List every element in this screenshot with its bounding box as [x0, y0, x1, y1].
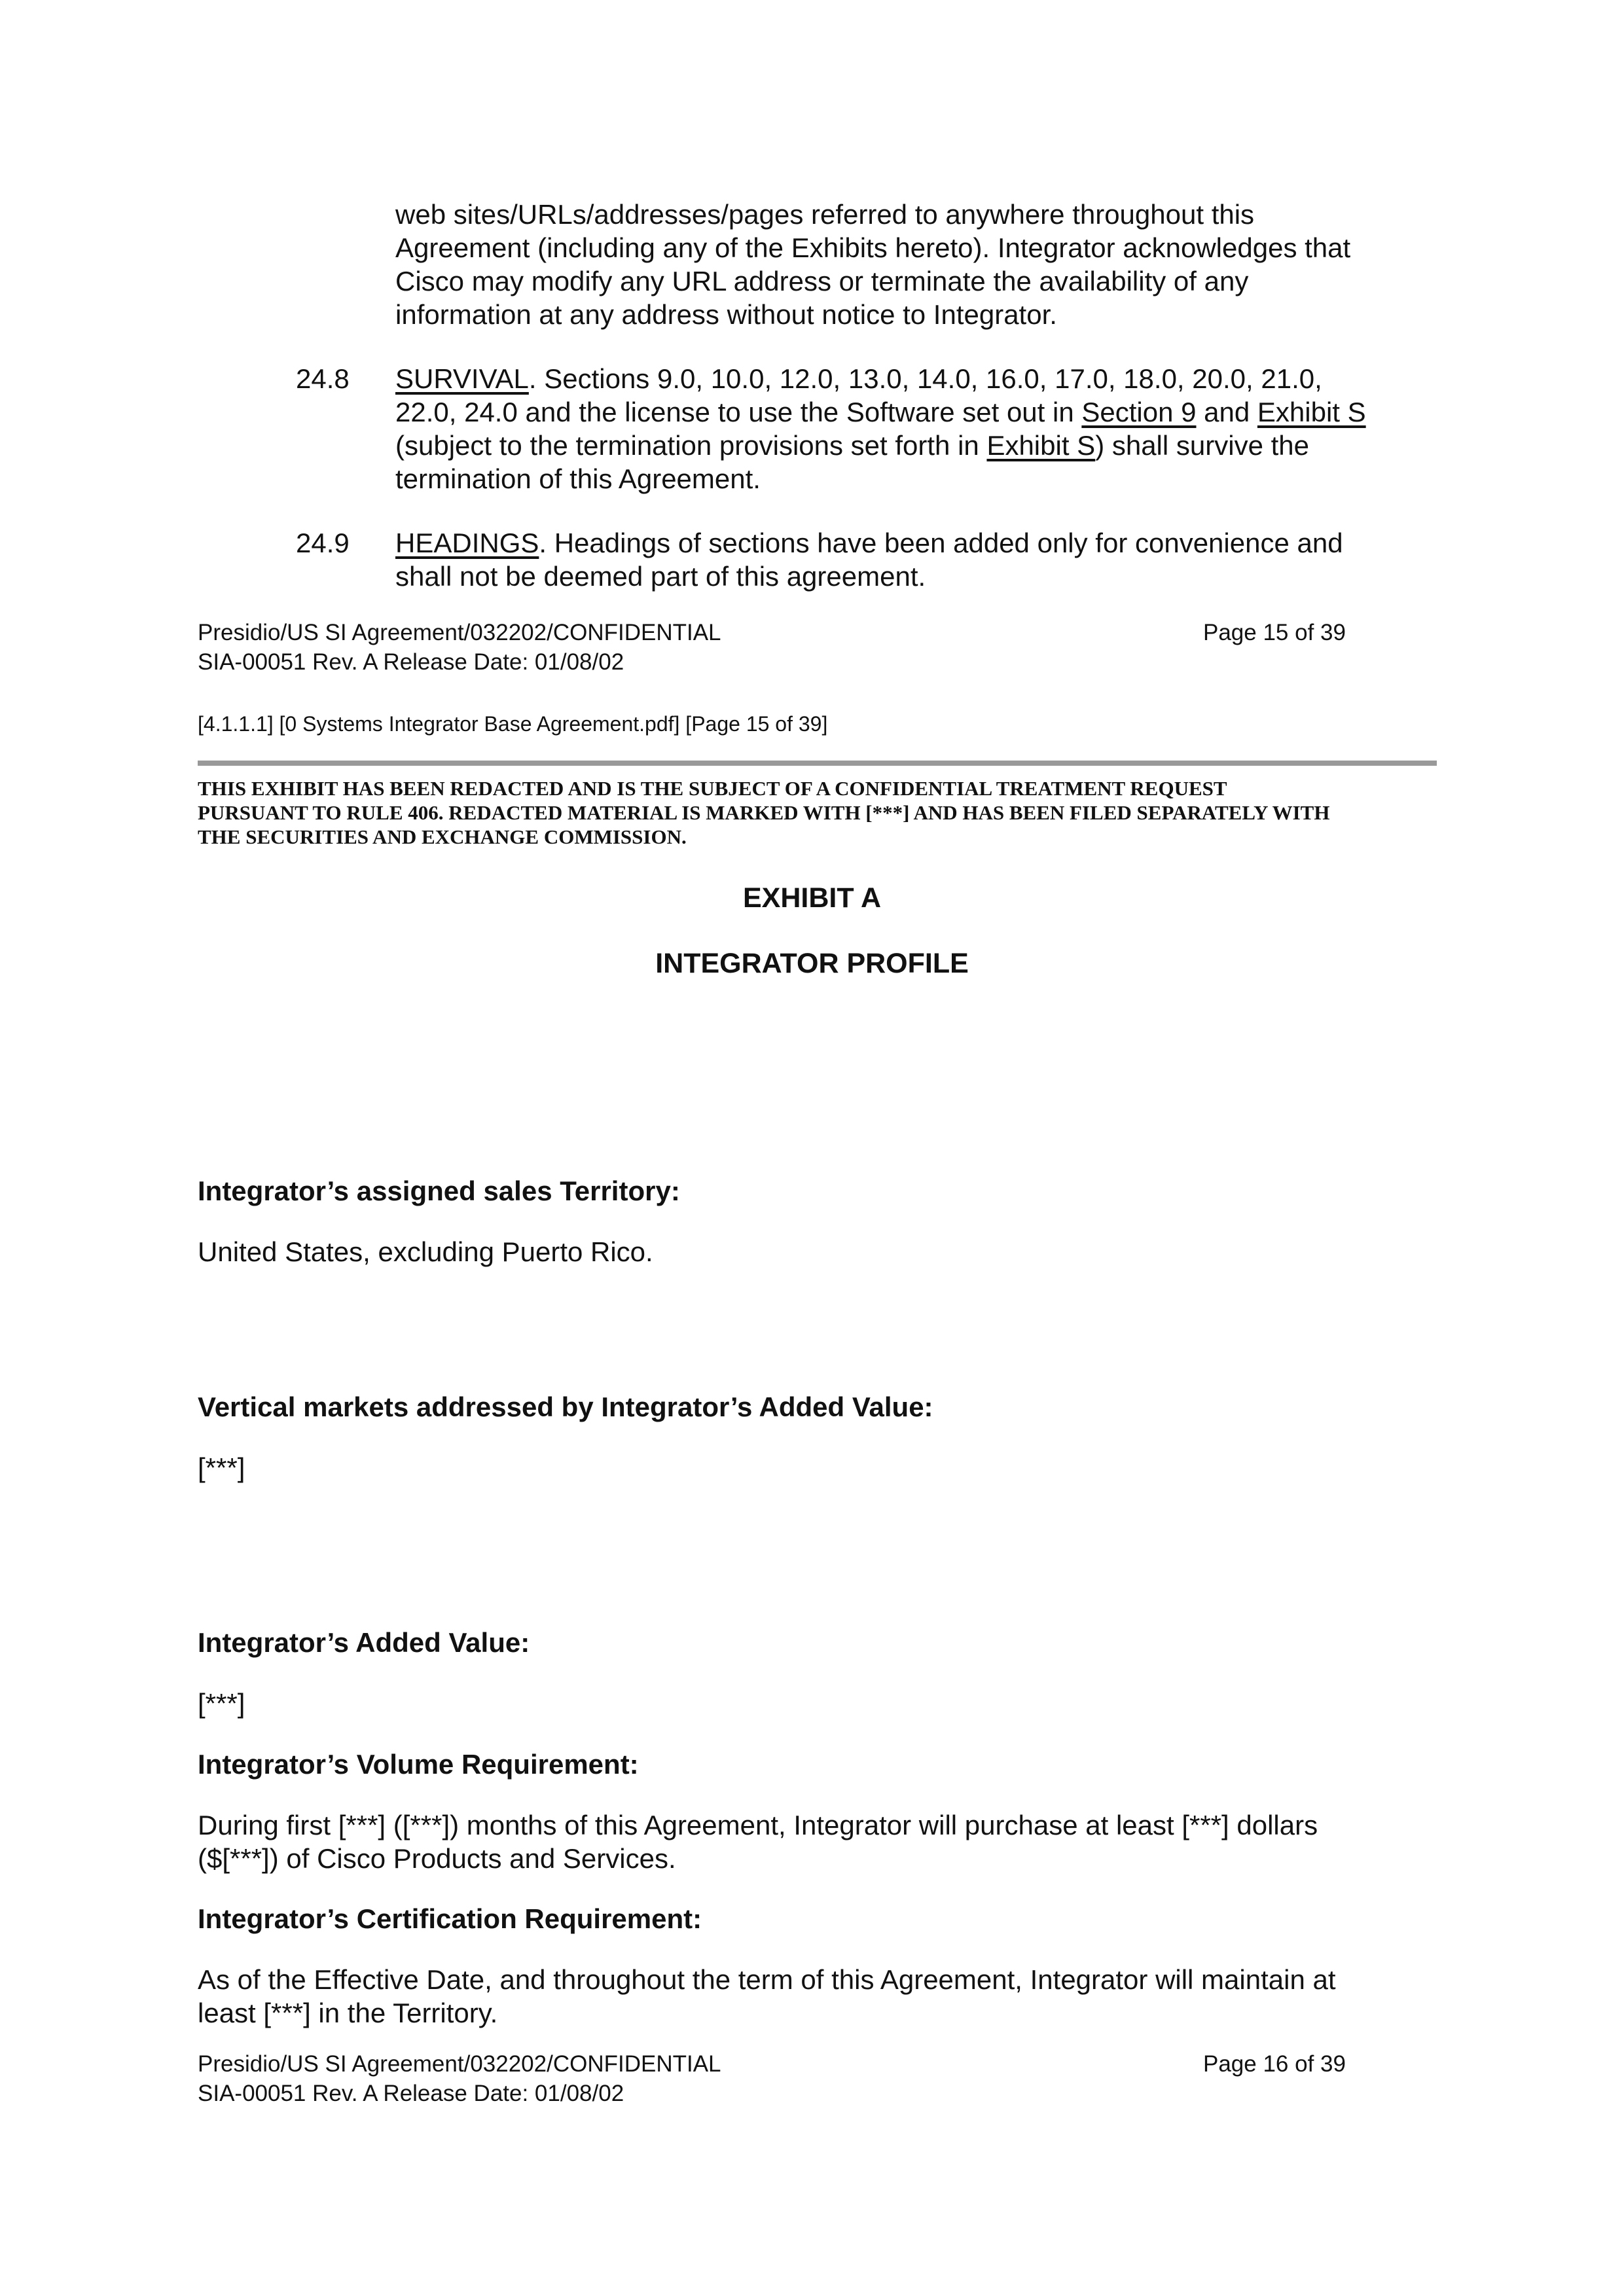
section-24-9-line: shall not be deemed part of this agreement. [395, 561, 926, 592]
footer-agreement-id: Presidio/US SI Agreement/032202/CONFIDENTIAL [198, 620, 721, 645]
footer-left [198, 618, 721, 677]
volume-line: ($[***]) of Cisco Products and Services. [198, 1843, 676, 1874]
continuation-line: information at any address without notice to Integrator. [395, 299, 1057, 330]
section-number-24-8: 24.8 [296, 363, 350, 394]
territory-heading: Integrator’s assigned sales Territory: [198, 1175, 680, 1206]
volume-line: During first [***] ([***]) months of this Agreement, Integrator will purchase at least [***] dollars [198, 1810, 1318, 1840]
section-9-link[interactable]: Section 9 [1081, 397, 1197, 427]
section-text: (subject to the termination provisions set forth in [395, 430, 987, 461]
section-24-9-line [395, 526, 1343, 560]
territory-value: United States, excluding Puerto Rico. [198, 1236, 653, 1267]
certification-line: As of the Effective Date, and throughout the term of this Agreement, Integrator will maintain at [198, 1964, 1336, 1995]
exhibit-title: EXHIBIT A [742, 882, 882, 914]
section-text: 22.0, 24.0 and the license to use the Software set out in [395, 397, 1082, 427]
added-value-value: [***] [198, 1688, 245, 1719]
survival-heading: SURVIVAL [395, 363, 529, 394]
vertical-markets-value: [***] [198, 1452, 245, 1483]
section-text: . Sections 9.0, 10.0, 12.0, 13.0, 14.0, 16.0, 17.0, 18.0, 20.0, 21.0, [528, 363, 1322, 394]
certification-line: least [***] in the Territory. [198, 1998, 498, 2028]
redaction-line: PURSUANT TO RULE 406. REDACTED MATERIAL IS MARKED WITH [***] AND HAS BEEN FILED SEPARATELY WITH [198, 801, 1330, 824]
vertical-markets-heading: Vertical markets addressed by Integrator’s Added Value: [198, 1391, 933, 1422]
section-24-8-line [395, 395, 1366, 429]
footer-page-number: Page 16 of 39 [1203, 2051, 1346, 2077]
continuation-line: Cisco may modify any URL address or terminate the availability of any [395, 266, 1249, 296]
section-text: . Headings of sections have been added only for convenience and [539, 528, 1343, 558]
continuation-paragraph [395, 198, 1350, 331]
volume-requirement-text [198, 1808, 1318, 1875]
volume-requirement-heading: Integrator’s Volume Requirement: [198, 1749, 639, 1780]
section-24-9-body [395, 526, 1343, 593]
footer-release-date: SIA-00051 Rev. A Release Date: 01/08/02 [198, 649, 624, 675]
footer-release-date: SIA-00051 Rev. A Release Date: 01/08/02 [198, 2081, 624, 2106]
added-value-heading: Integrator’s Added Value: [198, 1627, 530, 1658]
section-number-24-9: 24.9 [296, 528, 350, 558]
exhibit-s-link[interactable]: Exhibit S [1257, 397, 1366, 427]
certification-requirement-heading: Integrator’s Certification Requirement: [198, 1903, 702, 1934]
section-24-8-line: termination of this Agreement. [395, 463, 761, 494]
footer-agreement-id: Presidio/US SI Agreement/032202/CONFIDENTIAL [198, 2051, 721, 2077]
redaction-notice [198, 776, 1329, 849]
section-24-8-line [395, 429, 1366, 462]
headings-heading: HEADINGS [395, 528, 539, 558]
page-divider [198, 761, 1437, 766]
source-reference: [4.1.1.1] [0 Systems Integrator Base Agreement.pdf] [Page 15 of 39] [198, 712, 828, 736]
section-24-8-body [395, 362, 1366, 495]
section-24-8-line [395, 362, 1366, 395]
exhibit-subtitle: INTEGRATOR PROFILE [655, 948, 969, 979]
continuation-line: Agreement (including any of the Exhibits hereto). Integrator acknowledges that [395, 232, 1351, 263]
continuation-line: web sites/URLs/addresses/pages referred to anywhere throughout this [395, 199, 1255, 230]
footer-left [198, 2049, 721, 2108]
section-text: and [1196, 397, 1257, 427]
redaction-line: THE SECURITIES AND EXCHANGE COMMISSION. [198, 825, 687, 848]
footer-page-number: Page 15 of 39 [1203, 620, 1346, 645]
redaction-line: THIS EXHIBIT HAS BEEN REDACTED AND IS THE SUBJECT OF A CONFIDENTIAL TREATMENT REQUEST [198, 777, 1227, 800]
section-text: ) shall survive the [1095, 430, 1309, 461]
certification-requirement-text [198, 1963, 1336, 2030]
exhibit-s-link-2[interactable]: Exhibit S [986, 430, 1096, 461]
